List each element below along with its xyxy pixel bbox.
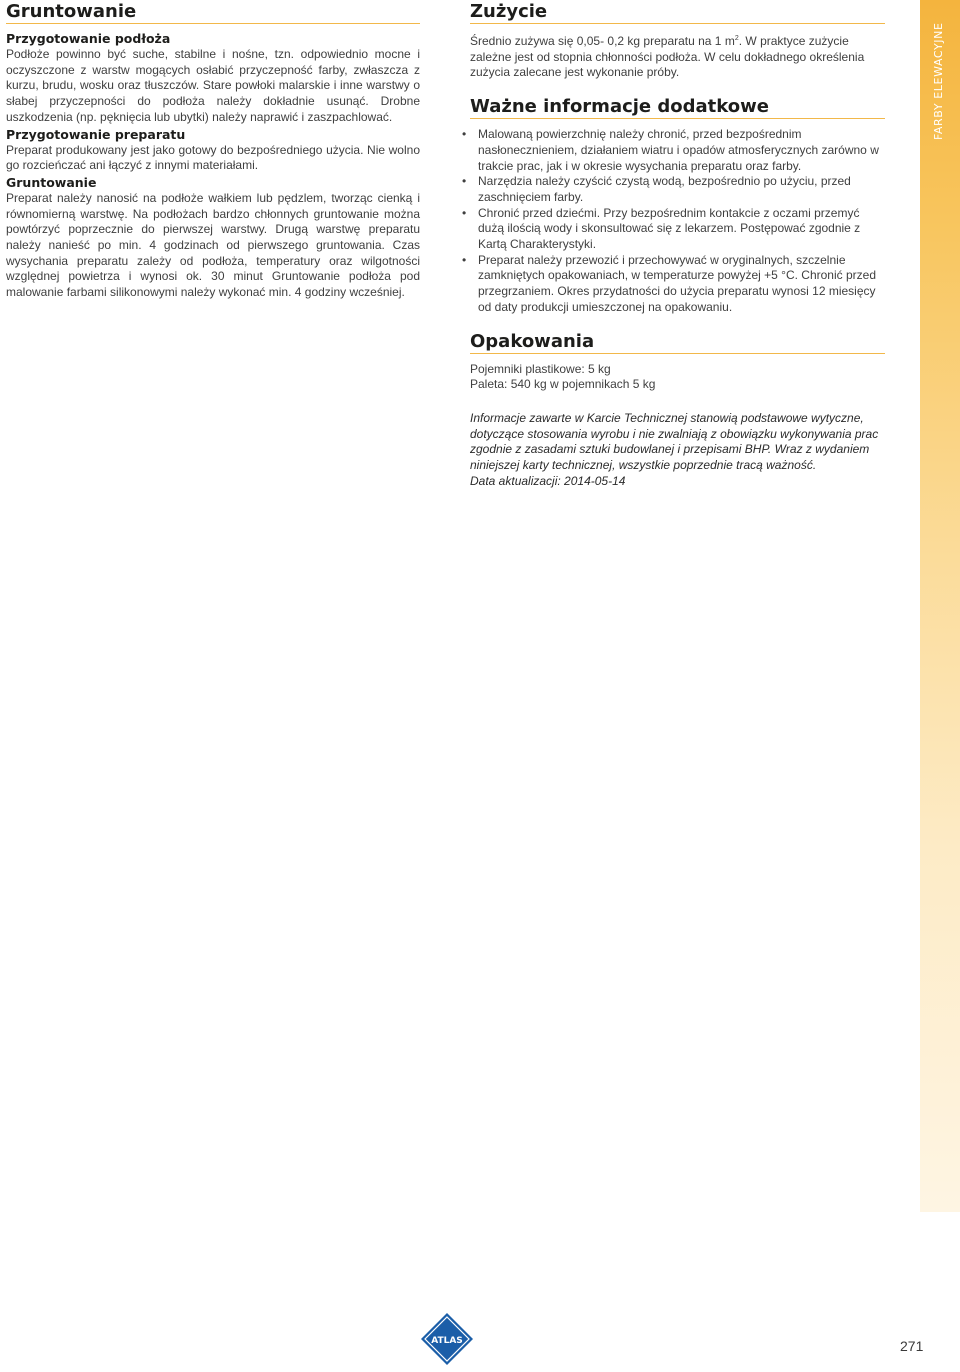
important-list	[462, 127, 885, 315]
heading-przygotowanie-podloza: Przygotowanie podłoża	[6, 31, 171, 46]
atlas-logo-icon	[420, 1312, 474, 1366]
bullet-icon: •	[462, 205, 467, 220]
list-item-text: Narzędzia należy czyścić czystą wodą, bezpośrednio po użyciu, przed zaschnięciem farby.	[478, 174, 851, 204]
page-number: 271	[900, 1338, 924, 1354]
list-item	[462, 127, 885, 174]
heading-przygotowanie-preparatu: Przygotowanie preparatu	[6, 126, 186, 142]
zuzycie-text-end: . W praktyce zużycie zależne jest od stopnia chłonności podłoża. W celu dokładnego określenia zużycia zalecane jest wykonanie próby.	[470, 34, 865, 80]
logo-text: ATLAS	[431, 1336, 463, 1346]
text-przygotowanie-podloza: Podłoże powinno być suche, stabilne i nośne, tzn. odpowiednio mocne i oczyszczone z warstw mogących osłabić przyczepność farby, zwłaszcza z kurzu, brudu, wosku oraz tłuszczów. Stare powłoki malarskie i inne warstwy o słabej przyczepności do podłoża należy dokładnie usunąć. Drobne uszkodzenia (np. pęknięcia lub ubytki) należy naprawić i zaszpachlować.	[6, 47, 420, 124]
packaging-line-2: Paleta: 540 kg w pojemnikach 5 kg	[470, 377, 656, 392]
packaging-line-1: Pojemniki plastikowe: 5 kg	[470, 361, 611, 376]
list-item	[462, 174, 885, 205]
text-gruntowanie: Preparat należy nanosić na podłoże wałkiem lub pędzlem, tworząc cienką i równomierną warstwę. Na podłożach bardzo chłonnych gruntowanie można powtórzyć poprzecznie do pierwszej warstwy. Drugą warstwę preparatu należy nanieść po min. 4 godzinach od pierwszego gruntowania. Czas wysychania preparatu zależy od podłoża, temperatury oraz wilgotności względnej powietrza i wynosi ok. 30 minut Gruntowanie podłoża pod malowanie farbami silikonowymi należy wykonać min. 4 godziny wcześniej.	[6, 190, 420, 300]
list-item-text: Preparat należy przewozić i przechowywać w oryginalnych, szczelnie zamkniętych opakowaniach, w temperaturze powyżej +5 °C. Chronić przed przegrzaniem. Okres przydatności do użycia preparatu wynosi 12 miesięcy od daty produkcji umieszczonej na opakowaniu.	[478, 252, 876, 314]
text-przygotowanie-preparatu: Preparat produkowany jest jako gotowy do bezpośredniego użycia. Nie wolno go rozcieńczać ani łączyć z innymi materiałami.	[6, 142, 420, 173]
section-title-zuzycie: Zużycie	[470, 0, 885, 24]
side-tab-label: FARBY ELEWACYJNE	[932, 22, 945, 140]
zuzycie-text-start: Średnio zużywa się 0,05- 0,2 kg preparatu na 1 m	[470, 34, 735, 48]
list-item	[462, 252, 885, 316]
update-date: Data aktualizacji: 2014-05-14	[470, 473, 626, 488]
list-item-text: Malowaną powierzchnię należy chronić, przed bezpośrednim nasłonecznieniem, działaniem wiatru i opadów atmosferycznych zarówno w trakcie prac, jak i w okresie wysychania preparatu oraz farby.	[478, 127, 879, 173]
heading-gruntowanie: Gruntowanie	[6, 174, 97, 190]
section-title-gruntowanie: Gruntowanie	[6, 0, 420, 24]
list-item-text: Chronić przed dziećmi. Przy bezpośrednim kontakcie z oczami przemyć dużą ilością wody i skonsultować się z lekarzem. Postępować zgodnie z Kartą Charakterystyki.	[478, 205, 861, 252]
side-tab	[920, 0, 960, 1212]
bullet-icon: •	[462, 174, 467, 189]
list-item	[462, 205, 885, 253]
bullet-icon: •	[462, 127, 467, 142]
section-title-wazne-informacje: Ważne informacje dodatkowe	[470, 95, 885, 119]
zuzycie-superscript: 2	[734, 35, 739, 42]
bullet-icon: •	[462, 252, 467, 267]
disclaimer-note: Informacje zawarte w Karcie Technicznej stanowią podstawowe wytyczne, dotyczące stosowania wyrobu i nie zwalniają z obowiązku wykonywania prac zgodnie z zasadami sztuki budowlanej i przepisami BHP. Wraz z wydaniem niniejszej karty technicznej, wszystkie poprzednie tracą ważność.	[470, 410, 879, 473]
section-title-opakowania: Opakowania	[470, 330, 885, 354]
right-column	[462, 0, 885, 489]
left-column	[6, 0, 420, 301]
text-zuzycie	[470, 31, 885, 81]
